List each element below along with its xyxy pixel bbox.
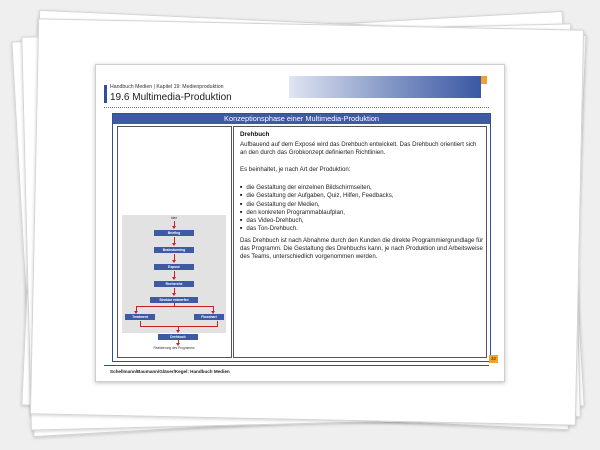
arrow-down-icon — [174, 237, 175, 244]
diagram-step: Brainstorming — [154, 247, 194, 253]
arrow-down-icon — [178, 340, 179, 344]
arrow-down-icon — [174, 271, 175, 278]
diagram-panel — [117, 126, 232, 358]
list-item: ■ die Gestaltung der Aufgaben, Quiz, Hilfen, Feedbacks, — [240, 192, 393, 200]
content-title: Drehbuch — [240, 131, 270, 138]
arrow-down-icon — [174, 221, 175, 227]
header-gradient-bar — [289, 76, 481, 98]
page-title: 19.6 Multimedia-Produktion — [110, 92, 232, 103]
content-intro: Es beinhaltet, je nach Art der Produktion: — [240, 166, 351, 173]
diagram-start-label: Idee — [170, 216, 178, 220]
list-item: ■ das Video-Drehbuch, — [240, 217, 393, 225]
diagram-final-step: Drehbuch — [158, 334, 198, 340]
page-number-badge: 32 — [489, 355, 498, 363]
list-item: ■ das Ton-Drehbuch. — [240, 225, 393, 233]
content-paragraph: Das Drehbuch ist nach Abnahme durch den Kunden die direkte Programmiergrundlage für das Programm. Die Gestaltung des Drehbuchs kann, je nach Produktion und Arbeitsweise des Teams, unterschiedlich vorgenommen werden. — [240, 237, 484, 261]
arrow-down-icon — [174, 254, 175, 261]
arrow-down-icon — [213, 306, 214, 312]
header-orange-marker — [481, 76, 487, 84]
phase-banner: Konzeptionsphase einer Multimedia-Produktion — [113, 114, 490, 124]
diagram-end-label: Realisierung des Programms — [153, 346, 195, 350]
connector-line — [217, 321, 218, 326]
diagram-step: Recherche — [154, 281, 194, 287]
list-item: ■ die Gestaltung der einzelnen Bildschirmseiten, — [240, 184, 393, 192]
diagram-step: Exposé — [154, 264, 194, 270]
workflow-diagram — [122, 215, 226, 333]
text-panel — [233, 126, 487, 358]
breadcrumb: Handbuch Medien | Kapitel 19: Medienproduktion — [110, 84, 224, 90]
content-frame — [112, 113, 491, 362]
diagram-step: Struktur entwerfen — [150, 297, 198, 303]
diagram-branch-right: Flowchart — [194, 314, 224, 320]
connector-line — [136, 306, 214, 307]
content-list — [240, 184, 393, 234]
arrow-down-icon — [178, 326, 179, 331]
connector-line — [140, 326, 218, 327]
footer-divider — [104, 365, 489, 366]
diagram-step: Briefing — [154, 230, 194, 236]
slide-page — [95, 64, 505, 382]
arrow-down-icon — [174, 288, 175, 294]
diagram-branch-left: Treatment — [125, 314, 155, 320]
header-divider — [104, 107, 489, 108]
list-item: ■ den konkreten Programmablaufplan, — [240, 209, 393, 217]
footer-credit: Schellmann/Baumann/Gläser/Kegel: Handbuch Medien — [110, 369, 230, 374]
header-left-rule — [104, 85, 107, 103]
content-paragraph: Aufbauend auf dem Exposé wird das Drehbuch entwickelt. Das Drehbuch orientiert sich an den durch das Grobkonzept definierten Richtlinien. — [240, 141, 477, 157]
arrow-down-icon — [136, 306, 137, 312]
list-item: ■ die Gestaltung der Medien, — [240, 201, 393, 209]
